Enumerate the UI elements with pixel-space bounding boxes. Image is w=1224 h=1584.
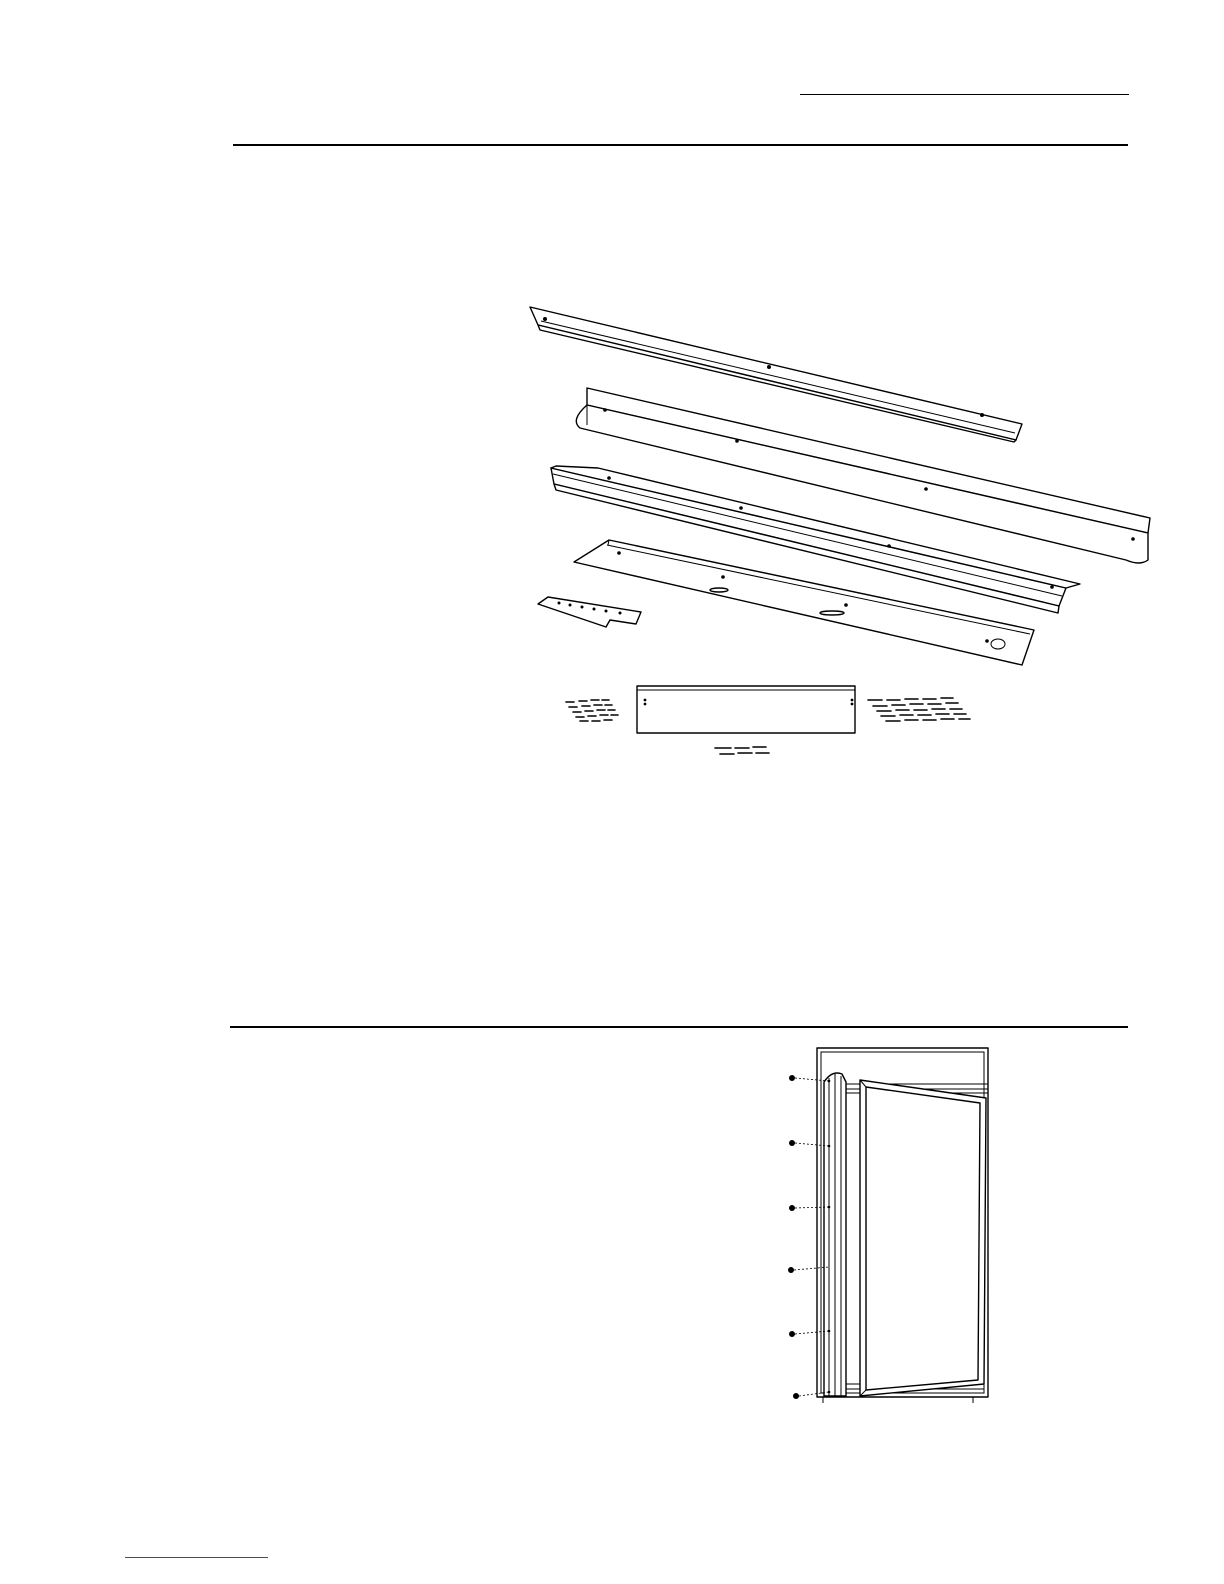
- footer-link[interactable]: [125, 1557, 268, 1558]
